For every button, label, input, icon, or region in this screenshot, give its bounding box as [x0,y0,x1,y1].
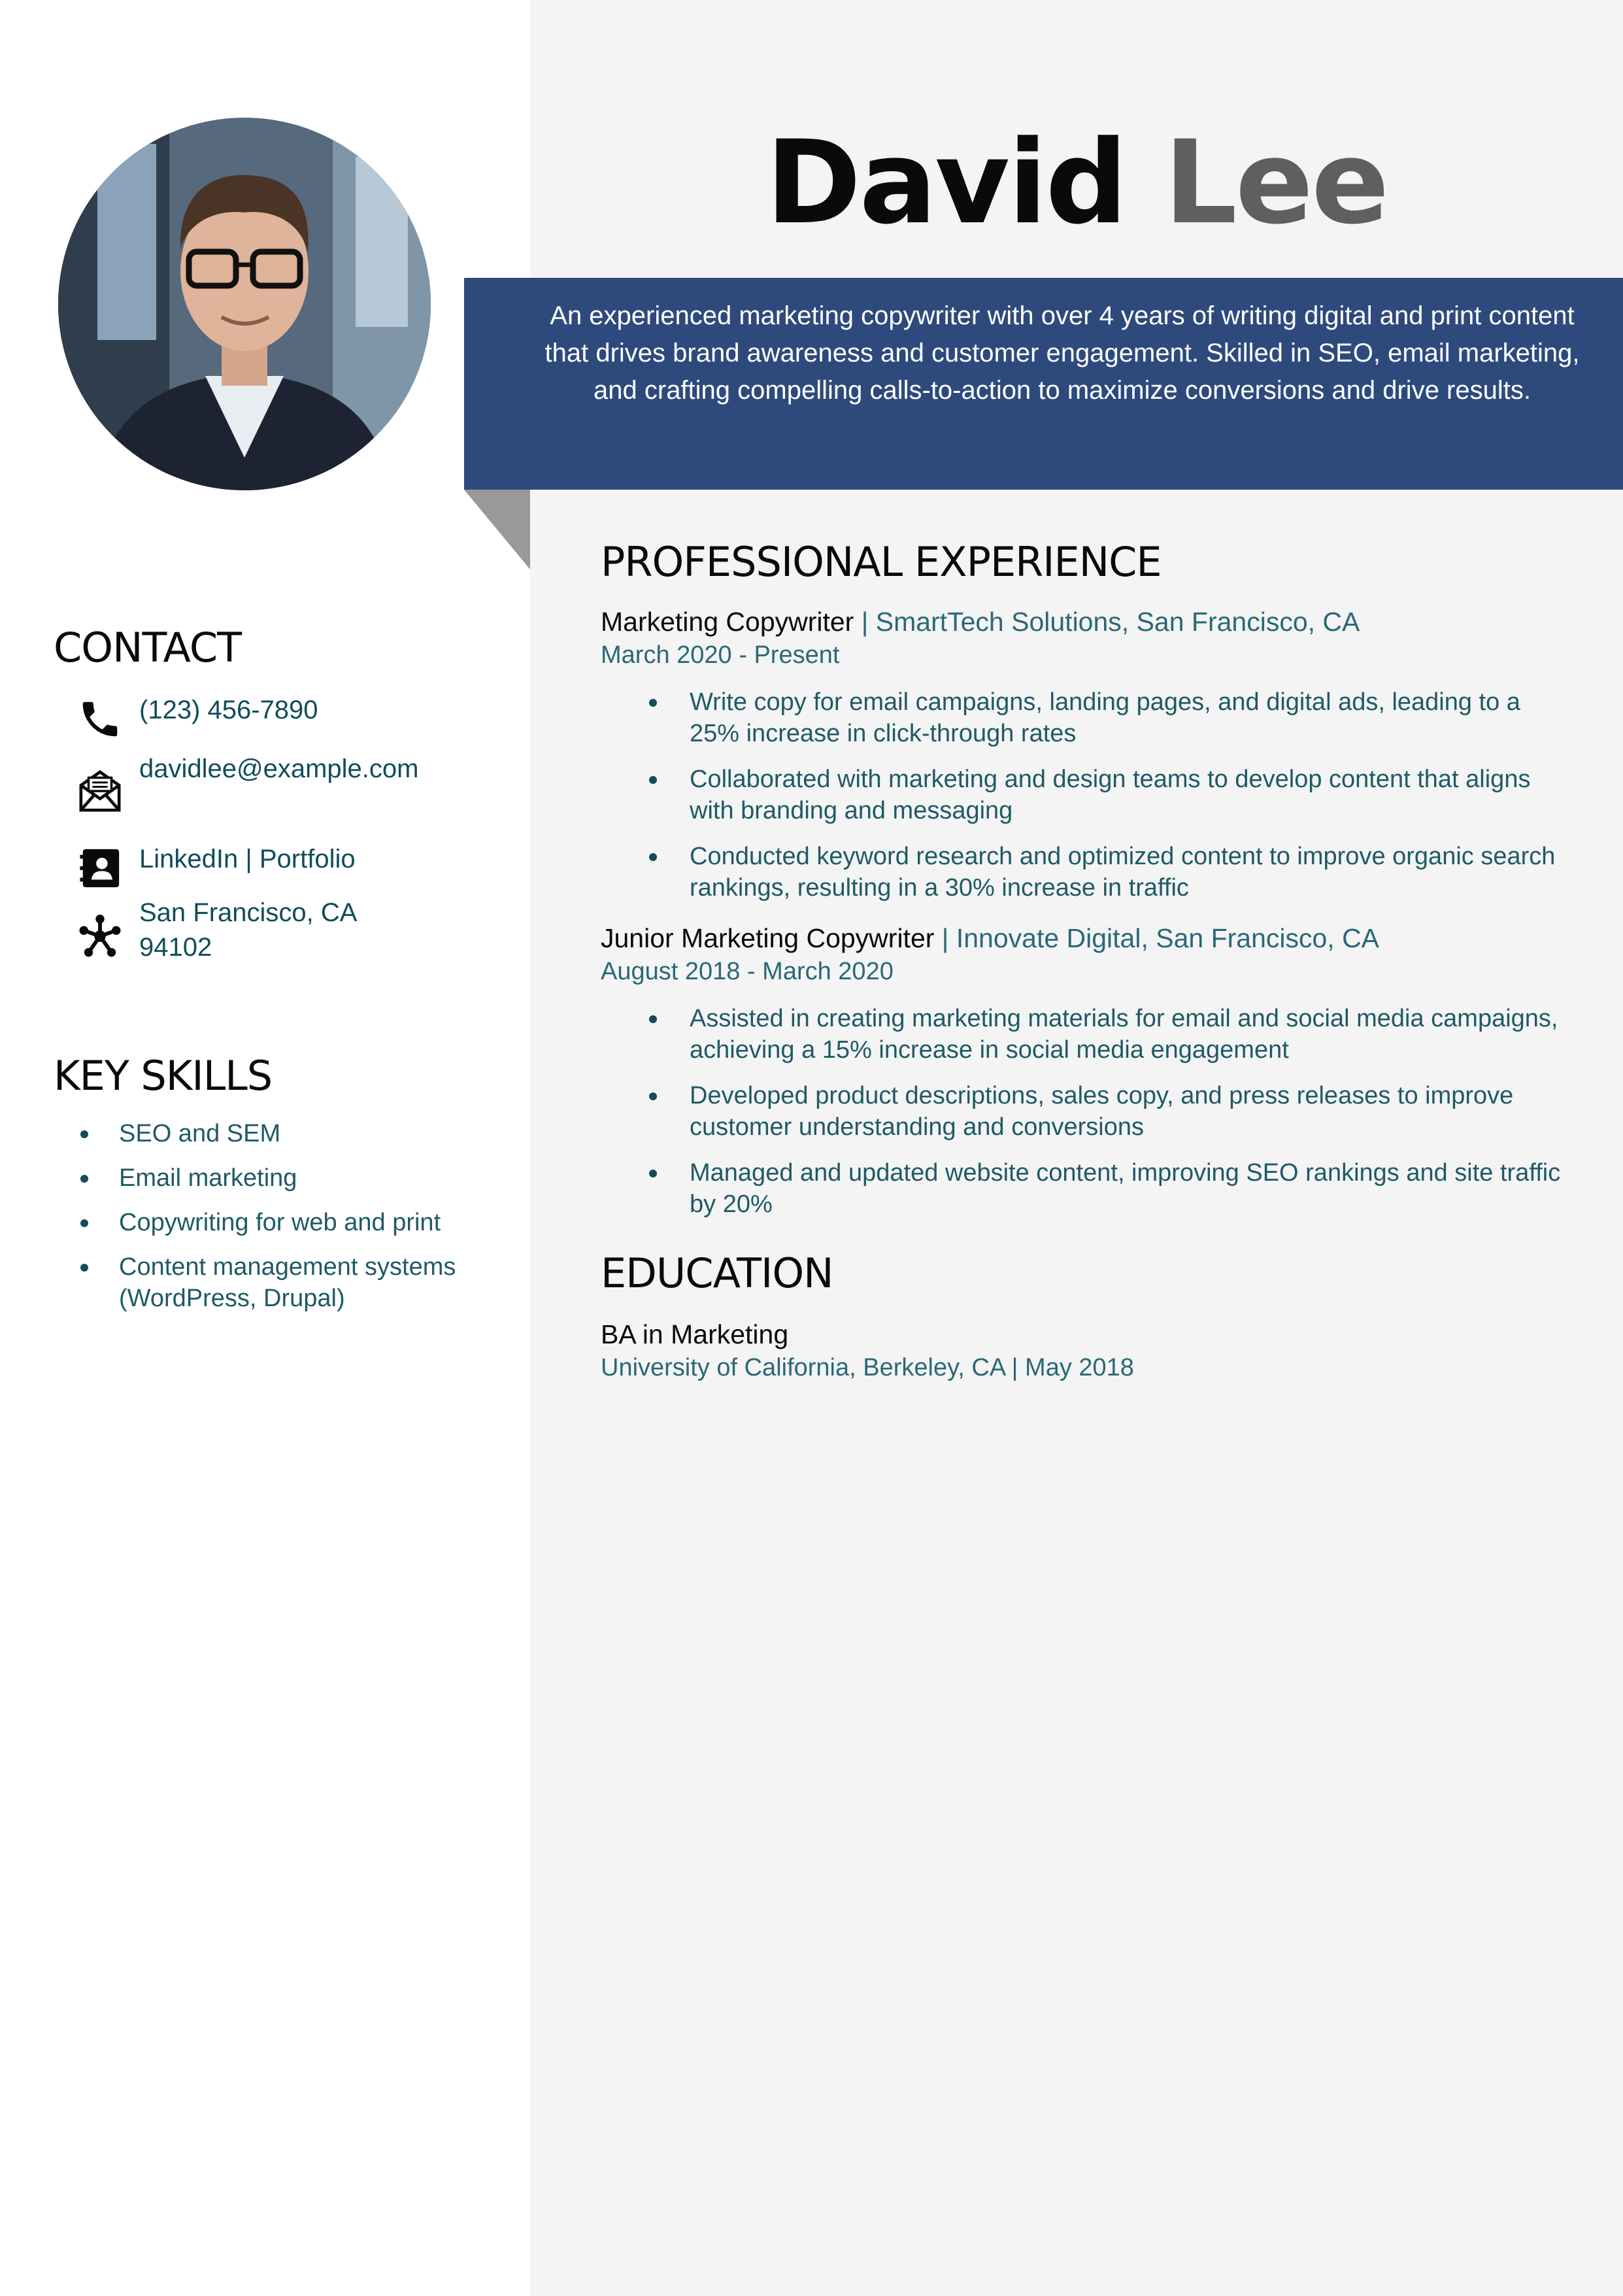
skill-item: SEO and SEM [78,1118,484,1149]
skill-item: Copywriting for web and print [78,1207,484,1238]
job-bullet: Managed and updated website content, improving SEO rankings and site traffic by 20% [647,1157,1575,1220]
profile-photo [58,118,431,490]
job-bullet: Developed product descriptions, sales copy, and press releases to improve customer understanding and conversions [647,1080,1575,1143]
job-dates: March 2020 - Present [601,641,840,669]
job-bullet: Conducted keyword research and optimized content to improve organic search rankings, resulting in a 30% increase in traffic [647,841,1575,903]
job-dates: August 2018 - March 2020 [601,958,894,985]
job-bullet: Write copy for email campaigns, landing pages, and digital ads, leading to a 25% increase in click-through rates [647,686,1575,749]
education-degree [601,1317,788,1351]
profile-links[interactable]: LinkedIn | Portfolio [139,845,356,873]
skills-list [78,1118,484,1327]
job-bullets [647,1003,1575,1234]
banner-fold [464,490,530,569]
degree-name: BA in Marketing [601,1319,789,1349]
portrait-illustration [58,118,431,490]
skill-item: Email marketing [78,1162,484,1194]
education-details: University of California, Berkeley, CA | May 2018 [601,1354,1134,1381]
job-bullet: Collaborated with marketing and design teams to develop content that aligns with branding and messaging [647,764,1575,826]
location: San Francisco, CA 94102 [139,898,356,962]
email-address[interactable]: davidlee@example.com [139,754,419,783]
education-heading: EDUCATION [601,1249,833,1297]
phone-number[interactable]: (123) 456-7890 [139,696,318,724]
experience-heading: PROFESSIONAL EXPERIENCE [601,538,1162,586]
job-company: | Innovate Digital, San Francisco, CA [934,923,1380,953]
job-company: | SmartTech Solutions, San Francisco, CA [854,607,1360,637]
job-title-line [601,921,1379,955]
skill-item: Content management systems (WordPress, Drupal) [78,1251,484,1314]
summary-text: An experienced marketing copywriter with over 4 years of writing digital and print content that drives brand awareness and customer engagement. Skilled in SEO, email marketing, and crafting compelling calls-to-action to maximize conversions and drive results. [544,301,1580,405]
job-role: Junior Marketing Copywriter [601,923,935,953]
job-title-line [601,605,1360,639]
envelope-icon [74,765,126,817]
contact-heading: CONTACT [54,624,242,671]
job-bullets [647,686,1575,918]
candidate-name [530,118,1623,248]
phone-icon [74,693,126,745]
job-role: Marketing Copywriter [601,607,854,637]
first-name: David [765,116,1126,250]
skills-heading: KEY SKILLS [54,1052,273,1100]
network-icon [74,910,126,962]
job-bullet: Assisted in creating marketing materials for email and social media campaigns, achieving a 15% increase in social media engagement [647,1003,1575,1066]
contact-card-icon [74,842,126,894]
last-name: Lee [1163,116,1388,250]
